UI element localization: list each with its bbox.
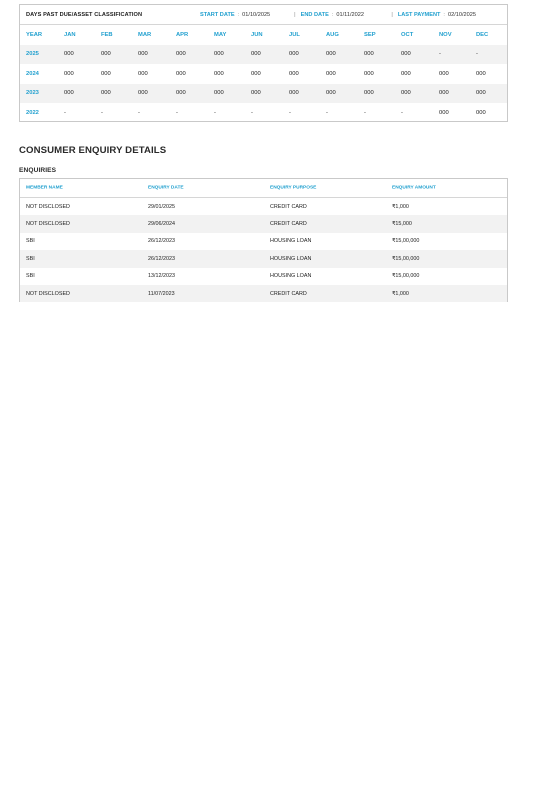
dpd-header bbox=[20, 5, 507, 25]
enquiry-purpose-cell: HOUSING LOAN bbox=[270, 255, 312, 262]
dpd-value: 000 bbox=[289, 51, 299, 58]
dpd-col-jul: JUL bbox=[289, 31, 300, 38]
table-row bbox=[20, 268, 507, 285]
enquiry-purpose-cell: CREDIT CARD bbox=[270, 203, 307, 210]
dpd-value: 000 bbox=[101, 70, 111, 77]
start-date-colon: : bbox=[237, 11, 240, 18]
dpd-value: - bbox=[289, 109, 291, 116]
dpd-value: 000 bbox=[401, 90, 411, 97]
dpd-value: 000 bbox=[439, 109, 449, 116]
dpd-year: 2025 bbox=[26, 51, 39, 58]
dpd-value: 000 bbox=[64, 51, 74, 58]
dpd-value: 000 bbox=[364, 51, 374, 58]
dpd-value: 000 bbox=[476, 90, 486, 97]
member-name-cell: SBI bbox=[26, 255, 35, 262]
last-payment-value: 02/10/2025 bbox=[447, 11, 476, 18]
member-name-cell: NOT DISCLOSED bbox=[26, 221, 70, 228]
section-title: CONSUMER ENQUIRY DETAILS bbox=[19, 145, 167, 156]
enquiry-date-cell: 26/12/2023 bbox=[148, 238, 175, 245]
dpd-col-mar: MAR bbox=[138, 31, 152, 38]
enquiry-amount-cell: ₹15,00,000 bbox=[392, 255, 420, 262]
table-row bbox=[20, 215, 507, 232]
enquiry-amount-cell: ₹1,000 bbox=[392, 290, 409, 297]
end-date-label: END DATE bbox=[300, 11, 329, 18]
dpd-panel bbox=[19, 4, 508, 122]
dpd-value: 000 bbox=[138, 51, 148, 58]
member-name-cell: NOT DISCLOSED bbox=[26, 290, 70, 297]
dpd-value: 000 bbox=[476, 70, 486, 77]
dpd-value: 000 bbox=[364, 90, 374, 97]
dpd-year: 2022 bbox=[26, 109, 39, 116]
dpd-value: 000 bbox=[64, 70, 74, 77]
enquiries-table-header bbox=[20, 179, 507, 198]
dpd-value: - bbox=[401, 109, 403, 116]
dpd-col-sep: SEP bbox=[364, 31, 376, 38]
dpd-value: 000 bbox=[64, 90, 74, 97]
dpd-col-dec: DEC bbox=[476, 31, 489, 38]
enquiries-subtitle: ENQUIRIES bbox=[19, 167, 57, 174]
dpd-value: - bbox=[176, 109, 178, 116]
enquiries-table-body bbox=[20, 198, 507, 302]
table-row bbox=[20, 285, 507, 302]
dpd-value: 000 bbox=[176, 70, 186, 77]
dpd-value: - bbox=[439, 51, 441, 58]
dpd-row bbox=[20, 103, 507, 123]
dpd-value: 000 bbox=[101, 51, 111, 58]
enquiry-date-cell: 26/12/2023 bbox=[148, 255, 175, 262]
table-row bbox=[20, 250, 507, 267]
member-name-cell: NOT DISCLOSED bbox=[26, 203, 70, 210]
col-enquiry-purpose: ENQUIRY PURPOSE bbox=[270, 185, 317, 191]
dpd-value: 000 bbox=[214, 70, 224, 77]
start-date-value: 01/10/2025 bbox=[242, 11, 271, 18]
dpd-value: - bbox=[138, 109, 140, 116]
dpd-row bbox=[20, 64, 507, 84]
enquiry-purpose-cell: HOUSING LOAN bbox=[270, 273, 312, 280]
enquiry-amount-cell: ₹15,00,000 bbox=[392, 273, 420, 280]
dpd-column-header-row bbox=[20, 25, 507, 45]
dpd-value: 000 bbox=[214, 51, 224, 58]
enquiries-table bbox=[19, 178, 508, 302]
end-date-colon: : bbox=[331, 11, 334, 18]
dpd-col-jan: JAN bbox=[64, 31, 76, 38]
dpd-value: 000 bbox=[401, 70, 411, 77]
dpd-col-feb: FEB bbox=[101, 31, 113, 38]
end-date-value: 01/11/2022 bbox=[336, 11, 364, 18]
dpd-value: 000 bbox=[326, 51, 336, 58]
dpd-row bbox=[20, 45, 507, 65]
dpd-value: - bbox=[476, 51, 478, 58]
dpd-value: 000 bbox=[138, 70, 148, 77]
table-row bbox=[20, 198, 507, 215]
dpd-col-aug: AUG bbox=[326, 31, 339, 38]
enquiry-date-cell: 29/06/2024 bbox=[148, 221, 175, 228]
col-enquiry-amount: ENQUIRY AMOUNT bbox=[392, 185, 436, 191]
dpd-col-nov: NOV bbox=[439, 31, 452, 38]
dpd-value: 000 bbox=[289, 70, 299, 77]
col-member-name: MEMBER NAME bbox=[26, 185, 63, 191]
dpd-col-apr: APR bbox=[176, 31, 189, 38]
member-name-cell: SBI bbox=[26, 238, 35, 245]
dpd-col-oct: OCT bbox=[401, 31, 414, 38]
dpd-year: 2024 bbox=[26, 70, 39, 77]
dpd-value: 000 bbox=[251, 70, 261, 77]
dpd-grid bbox=[20, 25, 507, 123]
enquiry-purpose-cell: CREDIT CARD bbox=[270, 221, 307, 228]
dpd-value: 000 bbox=[439, 90, 449, 97]
dpd-col-jun: JUN bbox=[251, 31, 263, 38]
dpd-value: - bbox=[64, 109, 66, 116]
dpd-row bbox=[20, 84, 507, 104]
dpd-value: 000 bbox=[176, 90, 186, 97]
dpd-value: 000 bbox=[364, 70, 374, 77]
dpd-year: 2023 bbox=[26, 90, 39, 97]
dpd-value: 000 bbox=[401, 51, 411, 58]
enquiry-date-cell: 11/07/2023 bbox=[148, 290, 175, 297]
table-row bbox=[20, 233, 507, 250]
dpd-value: 000 bbox=[101, 90, 111, 97]
header-separator: | bbox=[294, 11, 296, 18]
enquiry-amount-cell: ₹15,00,000 bbox=[392, 238, 420, 245]
enquiry-date-cell: 13/12/2023 bbox=[148, 273, 175, 280]
dpd-value: - bbox=[364, 109, 366, 116]
dpd-value: - bbox=[101, 109, 103, 116]
dpd-col-year: YEAR bbox=[26, 31, 43, 38]
enquiry-purpose-cell: CREDIT CARD bbox=[270, 290, 307, 297]
enquiry-amount-cell: ₹1,000 bbox=[392, 203, 409, 210]
header-separator: | bbox=[391, 11, 393, 18]
dpd-value: 000 bbox=[214, 90, 224, 97]
dpd-value: 000 bbox=[138, 90, 148, 97]
col-enquiry-date: ENQUIRY DATE bbox=[148, 185, 184, 191]
last-payment-colon: : bbox=[443, 11, 445, 18]
dpd-value: 000 bbox=[326, 90, 336, 97]
dpd-value: - bbox=[251, 109, 253, 116]
start-date-label: START DATE bbox=[200, 11, 235, 18]
dpd-value: 000 bbox=[176, 51, 186, 58]
member-name-cell: SBI bbox=[26, 273, 35, 280]
dpd-value: 000 bbox=[251, 90, 261, 97]
dpd-value: 000 bbox=[326, 70, 336, 77]
dpd-value: 000 bbox=[439, 70, 449, 77]
dpd-value: - bbox=[326, 109, 328, 116]
enquiry-amount-cell: ₹15,000 bbox=[392, 221, 412, 228]
dpd-value: - bbox=[214, 109, 216, 116]
last-payment-label: LAST PAYMENT bbox=[397, 11, 441, 18]
dpd-value: 000 bbox=[476, 109, 486, 116]
dpd-col-may: MAY bbox=[214, 31, 227, 38]
enquiry-date-cell: 29/01/2025 bbox=[148, 203, 175, 210]
enquiry-purpose-cell: HOUSING LOAN bbox=[270, 238, 312, 245]
dpd-value: 000 bbox=[289, 90, 299, 97]
dpd-value: 000 bbox=[251, 51, 261, 58]
dpd-title: DAYS PAST DUE/ASSET CLASSIFICATION bbox=[26, 11, 143, 18]
